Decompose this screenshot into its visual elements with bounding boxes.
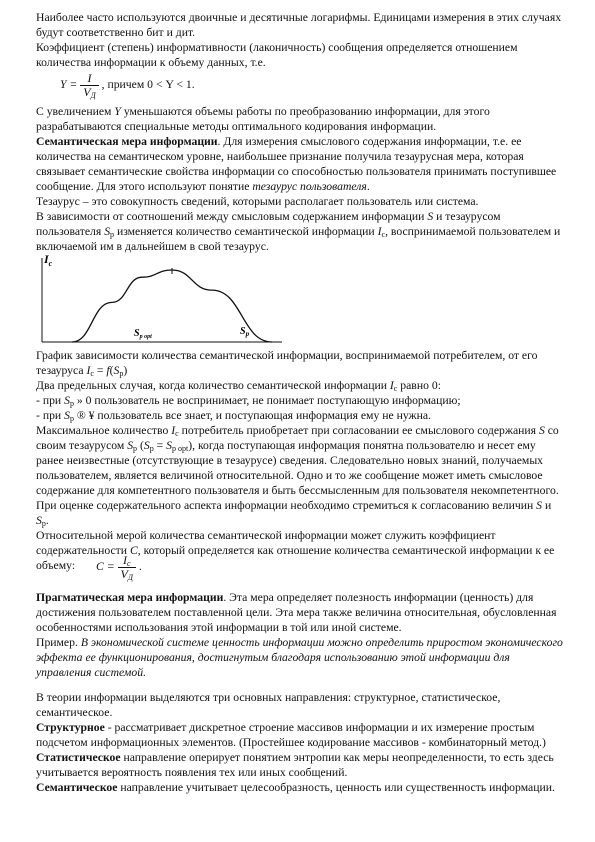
paragraph-pragmatic-measure: Прагматическая мера информации. Эта мера определяет полезность информации (ценность) для достижения пользователем поставленной цели. Эта мера также величина относительная, обусловленная особенностями использования этой информации в той или иной системе. — [36, 591, 557, 634]
formula-numerator: I — [87, 71, 92, 85]
paragraph-maximum-information: Максимальное количество $I_c$ потребитель приобретает при согласовании ее смыслового содержания S со своим тезаурусом $S_p$ $(S_p = S_{p opt})$, когда поступающая информация понятна пользователю и несет ему ранее неизвестные (отсутствующие в тезаурусе) сведения. Следовательно новых знаний, получаемых пользователем, является величиной относительной. Одно и то же сообщение может иметь смысловое содержание для компетентного пользователя и быть бессмысленным для пользователя некомпетентного. — [36, 424, 559, 497]
chart-peak-label: $S_{p opt}$ — [134, 328, 152, 340]
paragraph-content-coefficient: Относительной мерой количества семантической информации может служить коэффициент содержательности C, который определяется как отношение количества семантической информации к ее объему: — [36, 529, 555, 572]
chart-x-label: $S_p$ — [240, 326, 250, 338]
formula-condition: , причем 0 < Y < 1. — [101, 78, 195, 92]
paragraph-three-directions: В теории информации выделяются три основных направления: структурное, статистическое, семантическое. — [36, 691, 501, 719]
paragraph-dependency: В зависимости от соотношений между смысловым содержанием информации S и тезаурусом пользователя $S_p$ изменяется количество семантической информации $I_c$, воспринимаемой пользователем и включаемой им в дальнейшем в свой тезаурус. — [36, 210, 561, 253]
heading-semantic-measure: Семантическая мера информации — [36, 135, 218, 148]
formula-denominator: $V_Д$ — [118, 567, 136, 581]
paragraph-informativeness: Коэффициент (степень) информативности (лаконичность) сообщения определяется отношением количества информации к объему данных, т.е. — [36, 41, 518, 69]
heading-structural: Структурное — [36, 721, 105, 734]
formula-lhs: C = — [96, 560, 115, 574]
paragraph-coding: С увеличением Y уменьшаются объемы работы по преобразованию информации, для этого разрабатываются специальные методы оптимального кодирования информации. — [36, 105, 490, 133]
formula-content-coefficient — [96, 554, 396, 581]
list-item-limit-zero: - при $S_p$ » 0 пользователь не воспринимает, не понимает поступающую информацию; — [36, 394, 461, 408]
paragraph-statistical: Статистическое направление оперирует понятием энтропии как меры неопределенности, то есть здесь учитывается вероятность появления тех или иных сообщений. — [36, 751, 554, 779]
heading-statistical: Статистическое — [36, 751, 121, 764]
paragraph-logarithms: Наиболее часто используются двоичные и десятичные логарифмы. Единицами измерения в этих случаях будут соответственно бит и дит. — [36, 11, 562, 39]
paragraph-chart-caption: График зависимости количества семантической информации, воспринимаемой потребителем, от его тезауруса $I_c = f(S_p)$ — [36, 349, 538, 378]
list-item-limit-infinity: - при $S_p$ ® ¥ пользователь все знает, и поступающая информация ему не нужна. — [36, 409, 431, 423]
paragraph-semantic: Семантическое направление учитывает целесообразность, ценность или существенность информации. — [36, 781, 555, 794]
paragraph-thesaurus-definition: Тезаурус – это совокупность сведений, которыми располагает пользователь или система. — [36, 195, 479, 208]
paragraph-content-aspect: При оценке содержательного аспекта информации необходимо стремиться к согласованию величин S и $S_p$. — [36, 499, 552, 528]
formula-tail: . — [138, 560, 142, 574]
formula-numerator: $I_c$ — [122, 553, 131, 568]
chart-y-label: $I_c$ — [44, 252, 53, 268]
formula-lhs: Y = — [60, 78, 78, 92]
formula-fraction — [80, 72, 98, 99]
paragraph-example: Пример. В экономической системе ценность информации можно определить приростом экономического эффекта ее функционирования, достигнутым благодаря использованию этой информации для управления системой. — [36, 636, 563, 679]
paragraph-semantic-measure: Семантическая мера информации. Для измерения смыслового содержания информации, т.е. ее количества на семантическом уровне, наибольшее признание получила тезаурусная мера, которая связывает семантические свойства информации со способностью пользователя принимать поступившее сообщение. Для этого используют понятие тезаурус пользователя. — [36, 135, 557, 193]
semantic-information-chart — [36, 252, 286, 346]
formula-fraction — [118, 554, 136, 581]
formula-denominator: $V_Д$ — [80, 85, 98, 99]
paragraph-structural: Структурное - рассматривает дискретное строение массивов информации и их измерение простым подсчетом информационных элементов. (Простейшее кодирование массивов - комбинаторный метод.) — [36, 721, 546, 749]
heading-pragmatic-measure: Прагматическая мера информации — [36, 591, 224, 604]
paragraph-limit-cases: Два предельных случая, когда количество семантической информации $I_c$ равно 0: — [36, 379, 441, 393]
formula-informativeness — [60, 72, 360, 99]
heading-semantic: Семантическое — [36, 781, 118, 794]
